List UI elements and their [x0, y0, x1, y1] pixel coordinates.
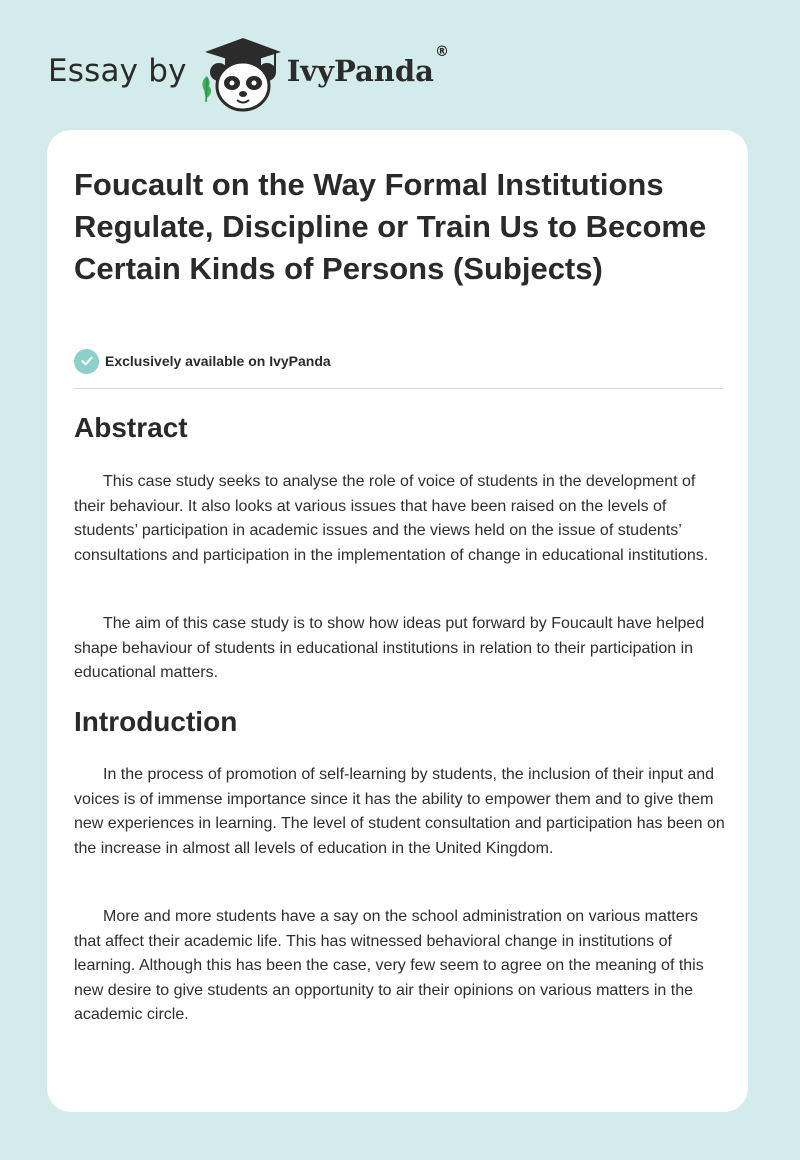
badge-text: Exclusively available on IvyPanda — [105, 353, 331, 369]
introduction-paragraph-2: More and more students have a say on the school administration on various matters that affect their academic life. This has witnessed behavioral change in institutions of learning. Although this has been the case, very few seem to agree on the meaning of this new desire to give students an opportunity to air their opinions on various matters in the academic circle. — [74, 908, 704, 1023]
brand-header[interactable] — [48, 34, 508, 114]
essay-card — [47, 130, 748, 1112]
essay-title: Foucault on the Way Formal Institutions Regulate, Discipline or Train Us to Become Certain Kinds of Persons (Subjects) — [74, 167, 707, 286]
registered-mark: ® — [434, 44, 449, 60]
exclusive-badge — [74, 348, 331, 374]
abstract-paragraph-1: This case study seeks to analyse the role of voice of students in the development of their behaviour. It also looks at various issues that have been raised on the levels of students’ participation in academic issues and the views held on the issue of students’ consultations and participation in the implementation of change in educational institutions. — [74, 473, 709, 564]
introduction-paragraph-1: In the process of promotion of self-learning by students, the inclusion of their input and voices is of immense importance since it has the ability to empower them and to give them new experiences in learning. The level of student consultation and participation has been on the increase in almost all levels of education in the United Kingdom. — [74, 766, 725, 857]
brand-prefix: Essay by — [48, 53, 187, 89]
divider — [74, 388, 723, 389]
check-circle-icon — [74, 349, 99, 374]
abstract-paragraph-2: The aim of this case study is to show how ideas put forward by Foucault have helped shape behaviour of students in educational institutions in relation to their participation in educational matters. — [74, 615, 705, 681]
section-heading-abstract: Abstract — [74, 412, 188, 443]
brand-name: IvyPanda® — [286, 44, 449, 88]
panda-graduate-icon — [197, 34, 289, 114]
section-heading-introduction: Introduction — [74, 706, 238, 737]
